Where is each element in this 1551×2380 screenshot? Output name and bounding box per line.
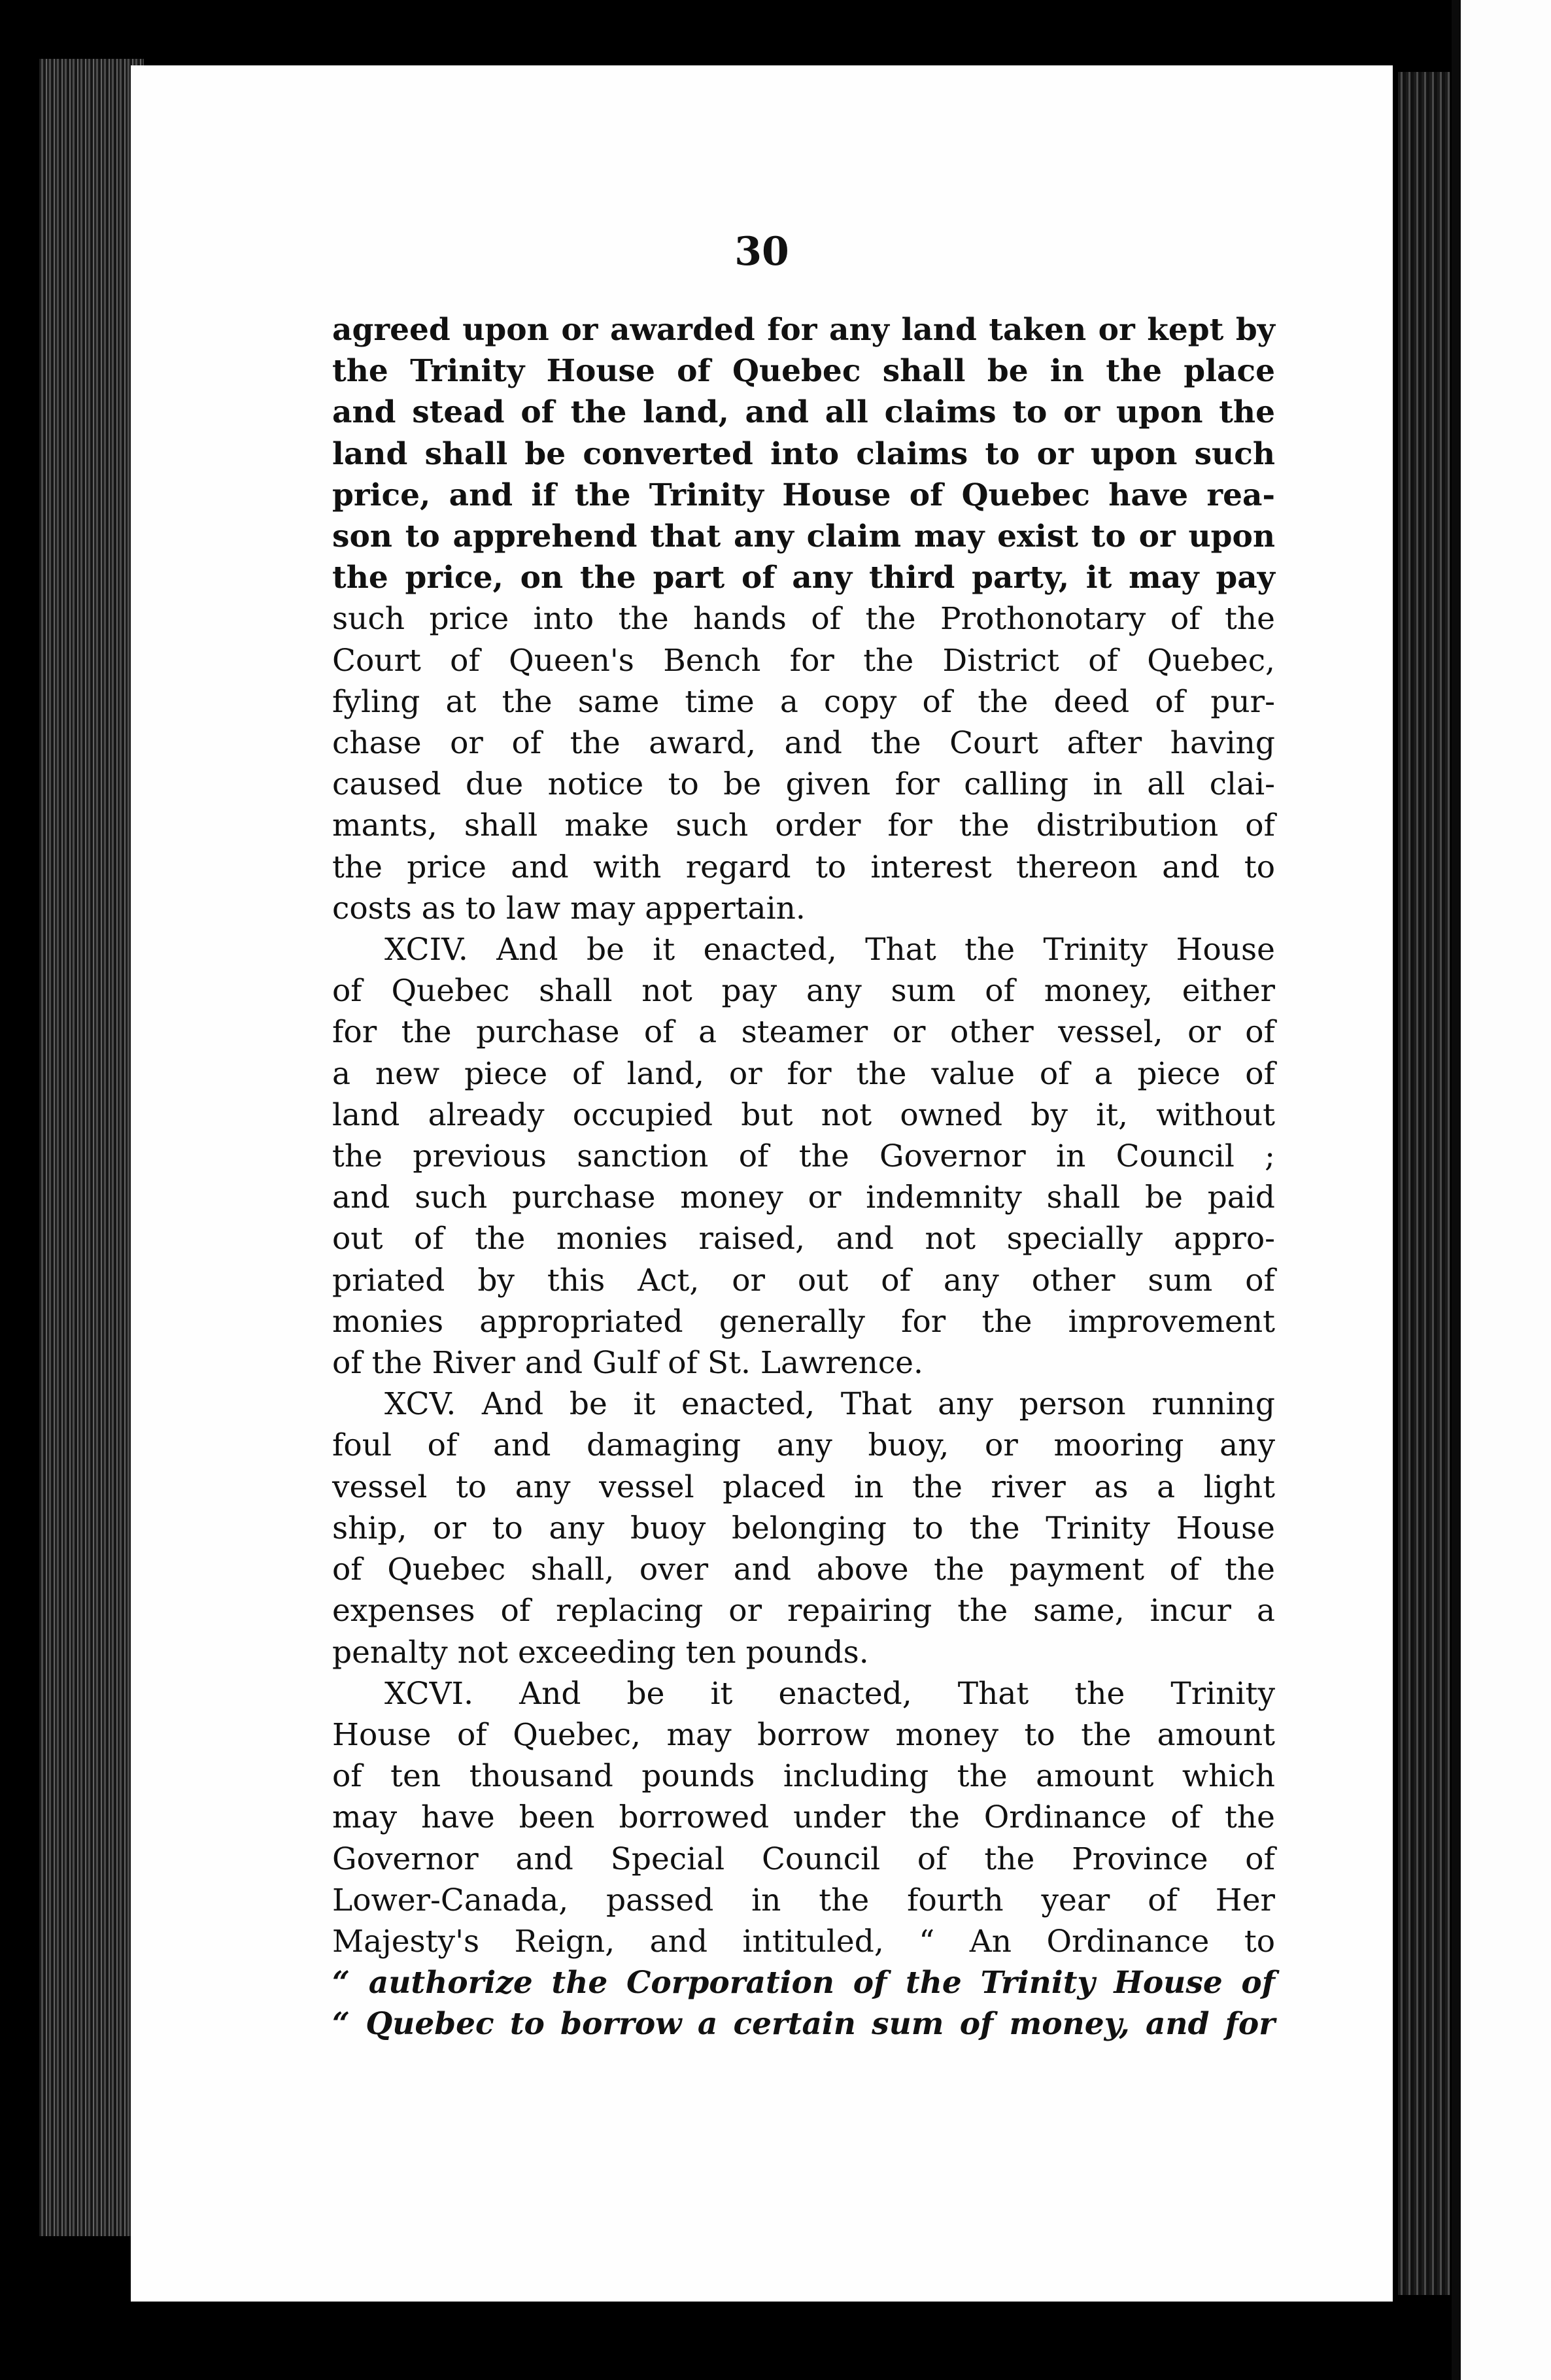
text-line: penalty not exceeding ten pounds. bbox=[332, 1634, 869, 1671]
text-line: such price into the hands of the Prothonotary of the bbox=[332, 601, 1275, 638]
text-line: land shall be converted into claims to or upon such bbox=[332, 435, 1275, 472]
book-page bbox=[131, 65, 1393, 2302]
text-line: fyling at the same time a copy of the deed of pur- bbox=[332, 683, 1275, 720]
text-line: foul of and damaging any buoy, or mooring any bbox=[332, 1427, 1275, 1464]
text-line: vessel to any vessel placed in the river as a light bbox=[332, 1469, 1275, 1505]
text-line: Governor and Special Council of the Province of bbox=[332, 1841, 1275, 1877]
text-line: expenses of replacing or repairing the same, incur a bbox=[332, 1593, 1275, 1629]
text-line: and stead of the land, and all claims to or upon the bbox=[332, 394, 1275, 431]
text-line: Lower-Canada, passed in the fourth year of Her bbox=[332, 1882, 1275, 1918]
text-line: House of Quebec, may borrow money to the amount bbox=[332, 1716, 1275, 1753]
text-line: out of the monies raised, and not specially appro- bbox=[332, 1221, 1275, 1257]
text-line: price, and if the Trinity House of Quebec have rea- bbox=[332, 477, 1275, 513]
adjacent-page bbox=[1452, 0, 1551, 2380]
text-line: of the River and Gulf of St. Lawrence. bbox=[332, 1345, 923, 1382]
text-line: a new piece of land, or for the value of a piece of bbox=[332, 1055, 1275, 1092]
body-text bbox=[332, 309, 1275, 2045]
text-line: the price, on the part of any third party, it may pay bbox=[332, 560, 1275, 596]
text-line: Court of Queen's Bench for the District of Quebec, bbox=[332, 642, 1275, 679]
text-line: monies appropriated generally for the improvement bbox=[332, 1303, 1275, 1340]
text-line: mants, shall make such order for the distribution of bbox=[332, 808, 1275, 844]
text-line: the price and with regard to interest thereon and to bbox=[332, 849, 1275, 885]
text-line: the Trinity House of Quebec shall be in the place bbox=[332, 353, 1275, 390]
text-line: Majesty's Reign, and intituled, “ An Ordinance to bbox=[332, 1923, 1275, 1960]
text-line: son to apprehend that any claim may exist to or upon bbox=[332, 518, 1275, 555]
section-heading-line: XCVI. And be it enacted, That the Trinity bbox=[384, 1675, 1275, 1712]
text-line: may have been borrowed under the Ordinance of the bbox=[332, 1799, 1275, 1836]
text-line: for the purchase of a steamer or other vessel, or of bbox=[332, 1014, 1275, 1051]
text-line: caused due notice to be given for calling in all clai- bbox=[332, 766, 1275, 803]
text-line: of Quebec shall, over and above the payment of the bbox=[332, 1552, 1275, 1588]
text-line: priated by this Act, or out of any other sum of bbox=[332, 1262, 1275, 1299]
book-right-edge bbox=[1398, 72, 1450, 2295]
text-line: the previous sanction of the Governor in Council ; bbox=[332, 1138, 1275, 1175]
page-gutter-shadow bbox=[1452, 0, 1461, 2380]
text-line: of Quebec shall not pay any sum of money, either bbox=[332, 973, 1275, 1010]
text-line: agreed upon or awarded for any land taken or kept by bbox=[332, 312, 1275, 348]
book-left-edge bbox=[39, 59, 144, 2236]
text-line: of ten thousand pounds including the amount which bbox=[332, 1758, 1275, 1795]
quoted-title-line: “ Quebec to borrow a certain sum of money, and for bbox=[332, 2006, 1275, 2043]
text-line: chase or of the award, and the Court after having bbox=[332, 725, 1275, 762]
text-line: costs as to law may appertain. bbox=[332, 890, 806, 926]
page-number: 30 bbox=[734, 229, 789, 275]
section-heading-line: XCIV. And be it enacted, That the Trinity House bbox=[384, 932, 1275, 968]
text-line: ship, or to any buoy belonging to the Trinity House bbox=[332, 1510, 1275, 1546]
text-line: land already occupied but not owned by it, without bbox=[332, 1096, 1275, 1133]
quoted-title-line: “ authorize the Corporation of the Trinity House of bbox=[332, 1965, 1275, 2001]
text-line: and such purchase money or indemnity shall be paid bbox=[332, 1180, 1275, 1216]
section-heading-line: XCV. And be it enacted, That any person running bbox=[384, 1386, 1275, 1423]
